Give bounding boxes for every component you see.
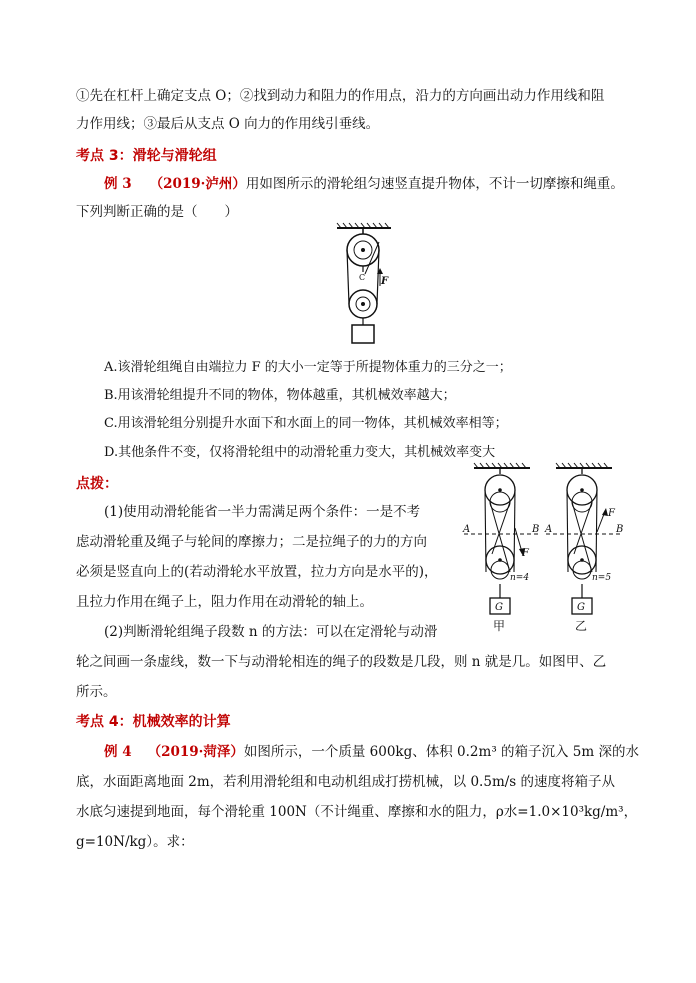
example3-option-a: A.该滑轮组绳自由端拉力 F 的大小一定等于所提物体重力的三分之一； <box>104 360 512 375</box>
jia-label-n: n=4 <box>510 573 530 583</box>
example4-line-4: g=10N/kg）。求： <box>76 834 194 850</box>
yi-label-n: n=5 <box>592 573 612 583</box>
tip-p1-line-1: (1)使用动滑轮能省一半力需满足两个条件：一是不考 <box>104 504 421 520</box>
kaodian3-heading: 考点 3：滑轮与滑轮组 <box>76 148 217 164</box>
example3-label: 例 3 <box>104 176 132 192</box>
jia-label-g: G <box>495 602 503 613</box>
svg-text:C: C <box>359 273 366 282</box>
example3-line-2: 下列判断正确的是（ ） <box>76 204 238 220</box>
yi-label-a: A <box>545 524 553 535</box>
tip-p2-line-1: (2)判断滑轮组绳子段数 n 的方法：可以在定滑轮与动滑 <box>104 624 438 640</box>
yi-label-b: B <box>616 524 624 535</box>
example4-text-1: 如图所示，一个质量 600kg、体积 0.2m³ 的箱子沉入 5m 深的水 <box>243 744 639 760</box>
example4-line-1 <box>104 742 639 762</box>
example4-label: 例 4 <box>104 744 132 760</box>
example3-option-d: D.其他条件不变，仅将滑轮组中的动滑轮重力变大，其机械效率变大 <box>104 445 496 460</box>
jia-label-a: A <box>463 524 471 535</box>
pulley-systems-figure <box>458 462 634 652</box>
jia-caption: 甲 <box>493 619 506 633</box>
example3-pulley-figure <box>335 222 395 346</box>
intro-line-1: ①先在杠杆上确定支点 O；②找到动力和阻力的作用点，沿力的方向画出动力作用线和阻 <box>76 88 605 104</box>
example4-line-3: 水底匀速提到地面，每个滑轮重 100N（不计绳重、摩擦和水的阻力，ρ水=1.0×10³kg/m³， <box>76 804 638 820</box>
example3-option-c: C.用该滑轮组分别提升水面下和水面上的同一物体，其机械效率相等； <box>104 416 508 431</box>
example4-source: （2019·菏泽） <box>147 744 244 760</box>
example3-figure-label-f: F <box>381 276 389 287</box>
tip-p1-line-3: 必须是竖直向上的(若动滑轮水平放置，拉力方向是水平的)， <box>76 564 438 580</box>
yi-caption: 乙 <box>575 619 588 633</box>
tip-p2-line-2: 轮之间画一条虚线，数一下与动滑轮相连的绳子的段数是几段，则 n 就是几。如图甲、乙 <box>76 654 607 670</box>
example3-option-b: B.用该滑轮组提升不同的物体，物体越重，其机械效率越大； <box>104 388 456 403</box>
example3-line-1 <box>104 174 624 194</box>
tip-heading: 点拨： <box>76 476 118 492</box>
example3-text-1: 用如图所示的滑轮组匀速竖直提升物体，不计一切摩擦和绳重。 <box>245 176 624 192</box>
yi-label-g: G <box>577 602 585 613</box>
yi-label-f: F <box>608 508 615 519</box>
kaodian4-heading: 考点 4：机械效率的计算 <box>76 714 231 730</box>
example3-source: （2019·泸州） <box>149 176 246 192</box>
tip-p1-line-2: 虑动滑轮重及绳子与轮间的摩擦力；二是拉绳子的力的方向 <box>76 534 427 550</box>
tip-p1-line-4: 且拉力作用在绳子上，阻力作用在动滑轮的轴上。 <box>76 594 373 610</box>
example4-line-2: 底，水面距离地面 2m，若利用滑轮组和电动机组成打捞机械，以 0.5m/s 的速度将箱子从 <box>76 774 616 790</box>
intro-line-2: 力作用线；③最后从支点 O 向力的作用线引垂线。 <box>76 116 380 132</box>
pulley-system-jia <box>462 463 539 633</box>
jia-label-b: B <box>532 524 540 535</box>
pulley-system-yi <box>544 463 623 633</box>
jia-label-f: F <box>522 548 529 559</box>
tip-p2-line-3: 所示。 <box>76 684 117 700</box>
